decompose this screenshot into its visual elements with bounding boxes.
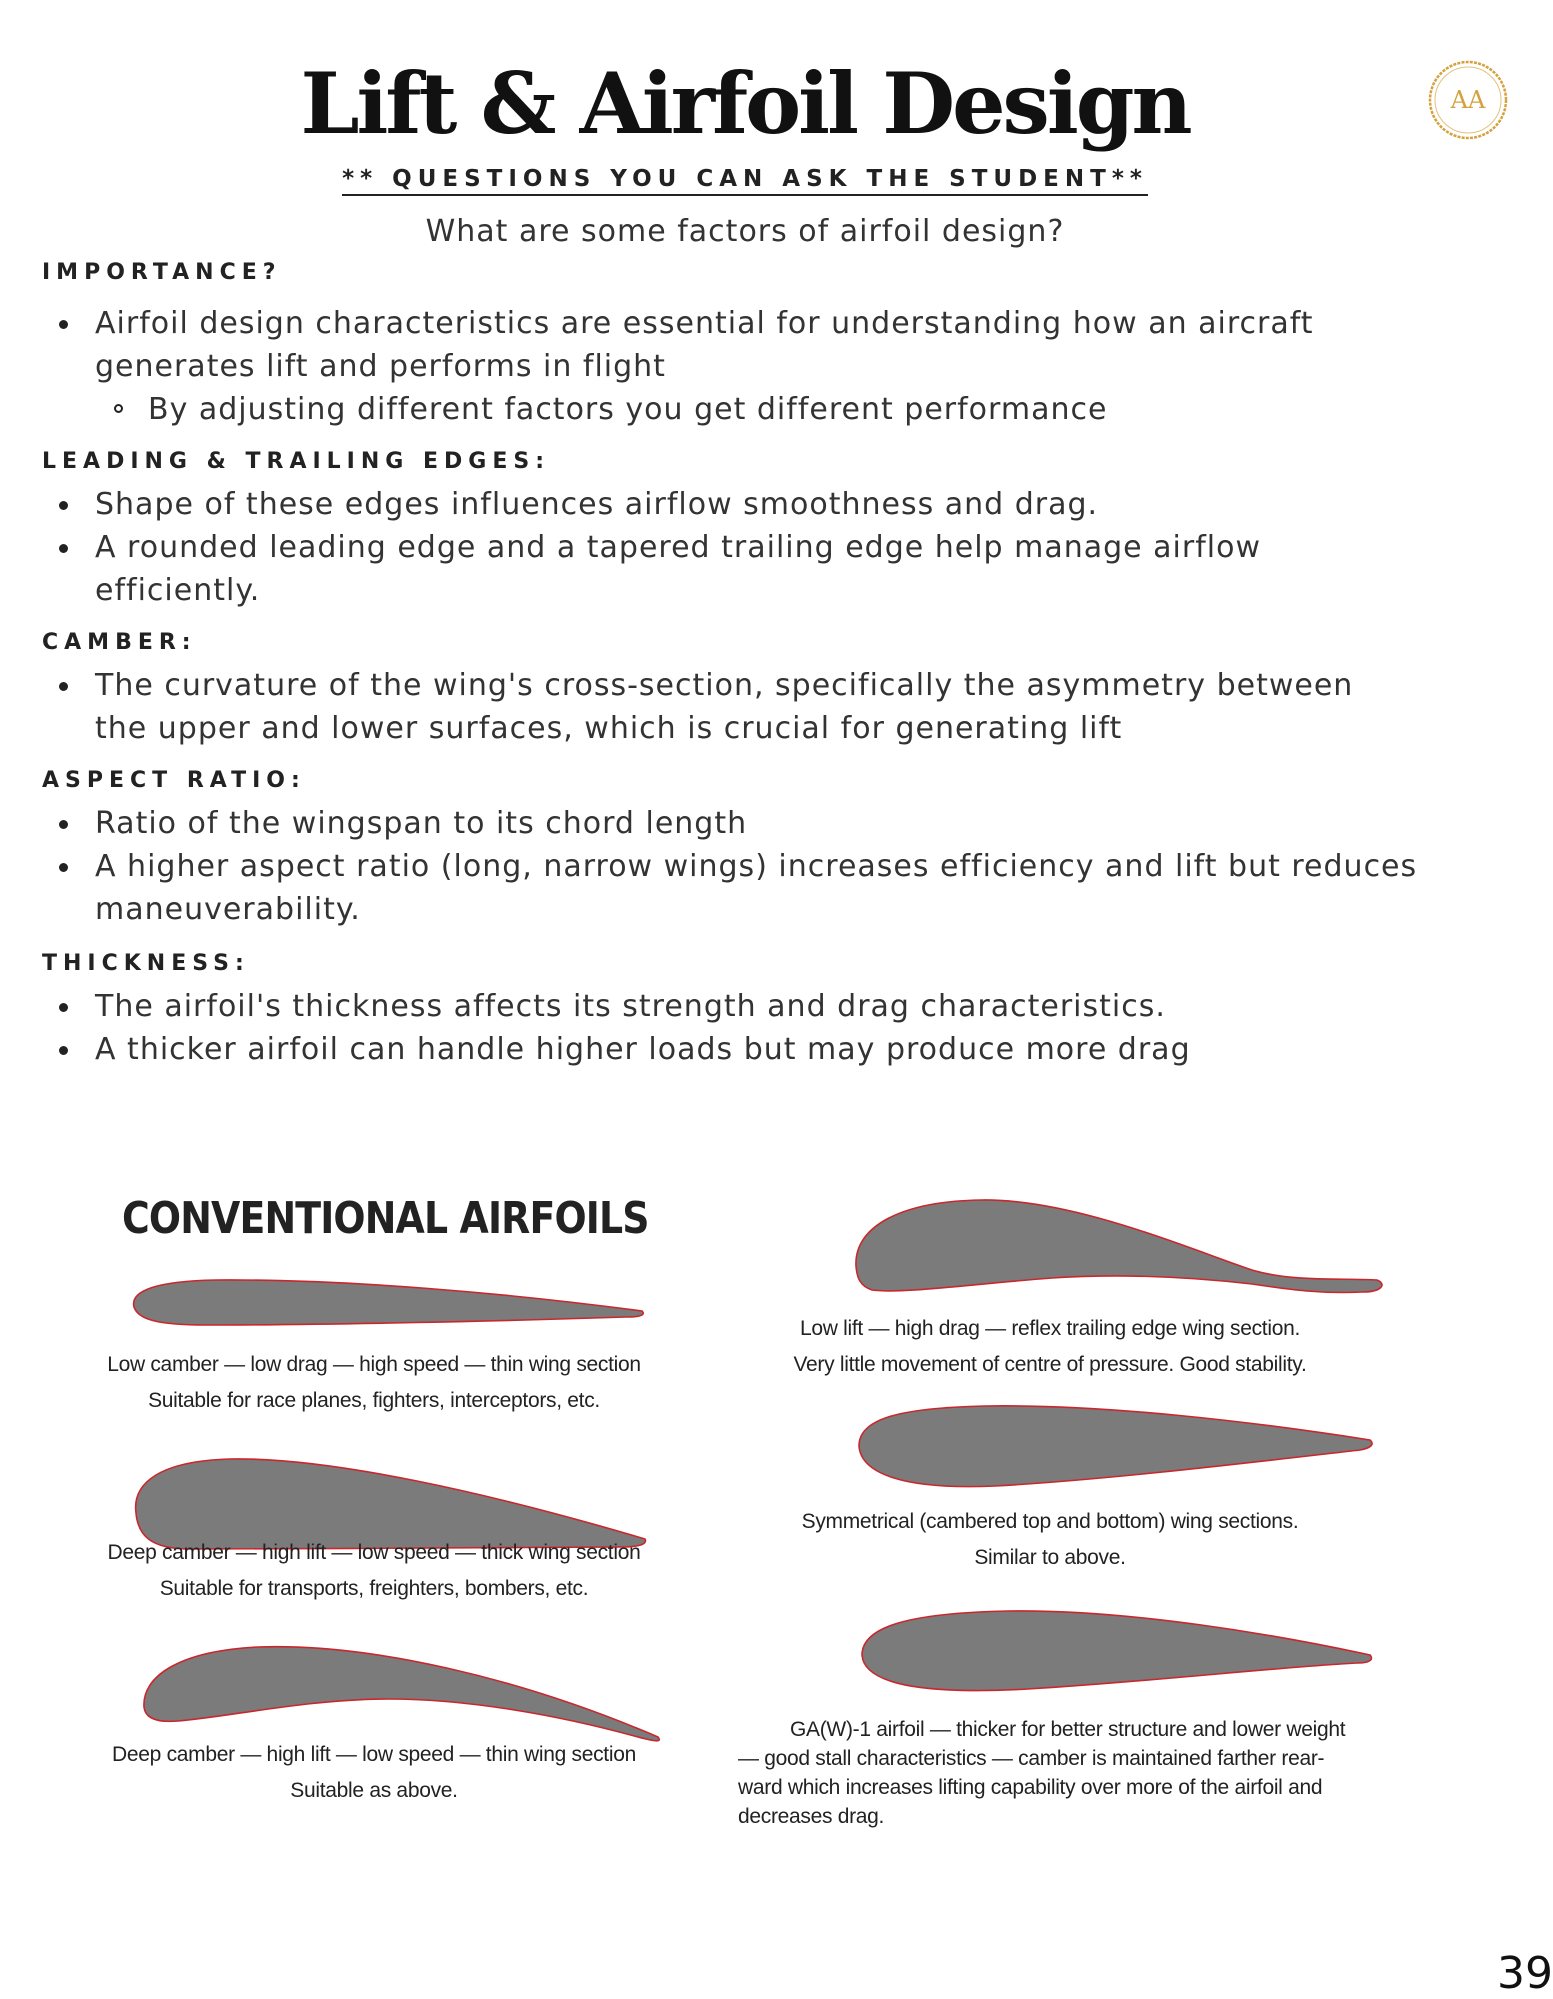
figure-title: CONVENTIONAL AIRFOILS: [122, 1193, 649, 1244]
list-item: Airfoil design characteristics are essential for understanding how an aircraft generates lift and performs in flight: [42, 302, 1502, 388]
bullet-icon: [59, 863, 68, 872]
brand-logo: [1420, 52, 1516, 148]
caption-reflex: Low lift — high drag — reflex trailing edge wing section. Very little movement of centre of pressure. Good stability.: [793, 1317, 1307, 1376]
bullet-icon: [59, 820, 68, 829]
caption-low-camber: Low camber — low drag — high speed — thin wing section Suitable for race planes, fighters, interceptors, etc.: [107, 1353, 641, 1412]
airfoil-low-camber-thin: [126, 1275, 656, 1335]
list-item: A higher aspect ratio (long, narrow wings) increases efficiency and lift but reduces maneuverability.: [42, 845, 1502, 931]
caption-deep-camber-thin: Deep camber — high lift — low speed — thin wing section Suitable as above.: [112, 1743, 636, 1802]
caption-deep-camber-thick: Deep camber — high lift — low speed — thick wing section Suitable for transports, freighters, bombers, etc.: [107, 1541, 641, 1600]
heading-aspect-ratio: ASPECT RATIO:: [42, 768, 306, 793]
bullet-icon: [59, 1003, 68, 1012]
page-number: 39: [1497, 1948, 1553, 1999]
content: [42, 258, 1502, 1071]
airfoil-reflex: [852, 1196, 1392, 1301]
airfoil-gaw-1: [858, 1605, 1378, 1700]
list-importance: [42, 302, 1502, 431]
logo-monogram: AA: [1450, 86, 1486, 114]
list-edges: [42, 483, 1502, 612]
bullet-icon: [59, 682, 68, 691]
page-title: Lift & Airfoil Design: [300, 54, 1190, 153]
caption-symmetrical: Symmetrical (cambered top and bottom) wing sections. Similar to above.: [801, 1510, 1299, 1569]
list-item: A rounded leading edge and a tapered trailing edge help manage airflow efficiently.: [42, 526, 1502, 612]
airfoil-deep-camber-thin: [138, 1637, 678, 1747]
airfoils-figure: [60, 1175, 1460, 1835]
bullet-icon: [59, 320, 68, 329]
list-aspect-ratio: [42, 802, 1502, 931]
bullet-icon: [59, 544, 68, 553]
bullet-icon: [59, 501, 68, 510]
list-thickness: [42, 985, 1502, 1071]
list-item: Shape of these edges influences airflow smoothness and drag.: [42, 483, 1502, 526]
list-item: By adjusting different factors you get different performance: [42, 388, 1502, 431]
list-camber: [42, 664, 1502, 750]
list-item: The curvature of the wing's cross-section, specifically the asymmetry between the upper and lower surfaces, which is crucial for generating lift: [42, 664, 1502, 750]
guiding-question: What are some factors of airfoil design?: [425, 214, 1065, 249]
list-item: Ratio of the wingspan to its chord length: [42, 802, 1502, 845]
caption-gaw-1: GA(W)-1 airfoil — thicker for better structure and lower weight — good stall characteristics — camber is maintained farther rear- ward which increases lifting capability over more of the airfoil and decreases drag.: [738, 1718, 1346, 1828]
list-item: A thicker airfoil can handle higher loads but may produce more drag: [42, 1028, 1502, 1071]
airfoil-symmetrical: [855, 1400, 1375, 1495]
heading-edges: LEADING & TRAILING EDGES:: [42, 449, 551, 474]
bullet-icon: [59, 1046, 68, 1055]
page-subtitle: [0, 166, 1490, 192]
heading-camber: CAMBER:: [42, 630, 197, 655]
sub-bullet-icon: [114, 404, 123, 413]
heading-thickness: THICKNESS:: [42, 951, 250, 976]
subtitle-text: ** QUESTIONS YOU CAN ASK THE STUDENT**: [342, 166, 1148, 196]
list-item: The airfoil's thickness affects its strength and drag characteristics.: [42, 985, 1502, 1028]
heading-importance: IMPORTANCE?: [42, 260, 282, 285]
